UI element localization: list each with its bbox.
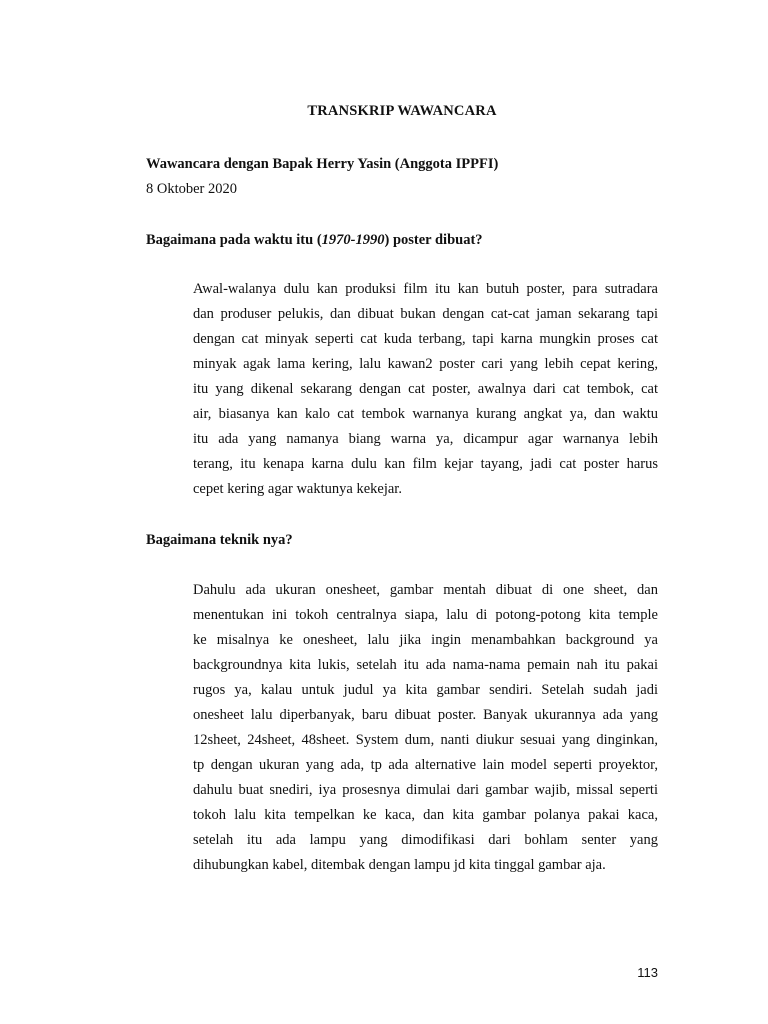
answer-2-line: dahulu buat snediri, iya prosesnya dimulai dari gambar wajib, missal seperti <box>193 782 658 798</box>
answer-1-line: cepet kering agar waktunya kekejar. <box>193 481 402 497</box>
answer-2-line: Dahulu ada ukuran onesheet, gambar mentah dibuat di one sheet, dan <box>193 582 658 598</box>
answer-1-line: dan produser pelukis, dan dibuat bukan dengan cat-cat jaman sekarang tapi <box>193 306 658 322</box>
answer-1-line: air, biasanya kan kalo cat tembok warnanya kurang angkat ya, dan waktu <box>193 406 658 422</box>
answer-1-line: itu ada yang namanya biang warna ya, dicampur agar warnanya lebih <box>193 431 658 447</box>
answer-2-line: dihubungkan kabel, ditembak dengan lampu jd kita tinggal gambar aja. <box>193 857 606 873</box>
answer-2-line: ke misalnya ke onesheet, lalu jika ingin menambahkan background ya <box>193 632 658 648</box>
answer-1-line: itu yang dikenal sekarang dengan cat poster, awalnya dari cat tembok, cat <box>193 381 658 397</box>
question-1-suffix: ) poster dibuat? <box>384 232 483 248</box>
answer-2-line: tokoh lalu kita tempelkan ke kaca, dan kita gambar polanya pakai kaca, <box>193 807 658 823</box>
question-1-emphasis: 1970-1990 <box>321 232 385 248</box>
answer-2-line: tp dengan ukuran yang ada, tp ada alternative lain model seperti proyektor, <box>193 757 658 773</box>
answer-1 <box>193 277 658 502</box>
answer-2 <box>193 578 658 878</box>
answer-2-line: rugos ya, kalau untuk judul ya kita gambar sendiri. Setelah sudah jadi <box>193 682 658 698</box>
answer-1-line: Awal-walanya dulu kan produksi film itu kan butuh poster, para sutradara <box>193 281 658 297</box>
answer-1-line: minyak agak lama kering, lalu kawan2 poster cari yang lebih cepat kering, <box>193 356 658 372</box>
interview-date: 8 Oktober 2020 <box>146 181 238 197</box>
page-number: 113 <box>637 965 658 980</box>
answer-1-line: dengan cat minyak seperti cat kuda terbang, tapi karna mungkin proses cat <box>193 331 658 347</box>
question-2: Bagaimana teknik nya? <box>146 532 293 548</box>
question-1-prefix: Bagaimana pada waktu itu ( <box>146 232 322 248</box>
answer-2-line: setelah itu ada lampu yang dimodifikasi dari bohlam senter yang <box>193 832 658 848</box>
question-1 <box>146 232 483 249</box>
page-title: TRANSKRIP WAWANCARA <box>307 103 497 119</box>
interview-heading: Wawancara dengan Bapak Herry Yasin (Anggota IPPFI) <box>146 156 499 172</box>
answer-1-line: terang, itu kenapa karna dulu kan film kejar tayang, jadi cat poster harus <box>193 456 658 472</box>
answer-2-line: backgroundnya kita lukis, setelah itu ada nama-nama pemain nah itu pakai <box>193 657 658 673</box>
answer-2-line: onesheet lalu diperbanyak, baru dibuat poster. Banyak ukurannya ada yang <box>193 707 658 723</box>
answer-2-line: menentukan ini tokoh centralnya siapa, lalu di potong-potong kita temple <box>193 607 658 623</box>
answer-2-line: 12sheet, 24sheet, 48sheet. System dum, nanti diukur sesuai yang dinginkan, <box>193 732 658 748</box>
